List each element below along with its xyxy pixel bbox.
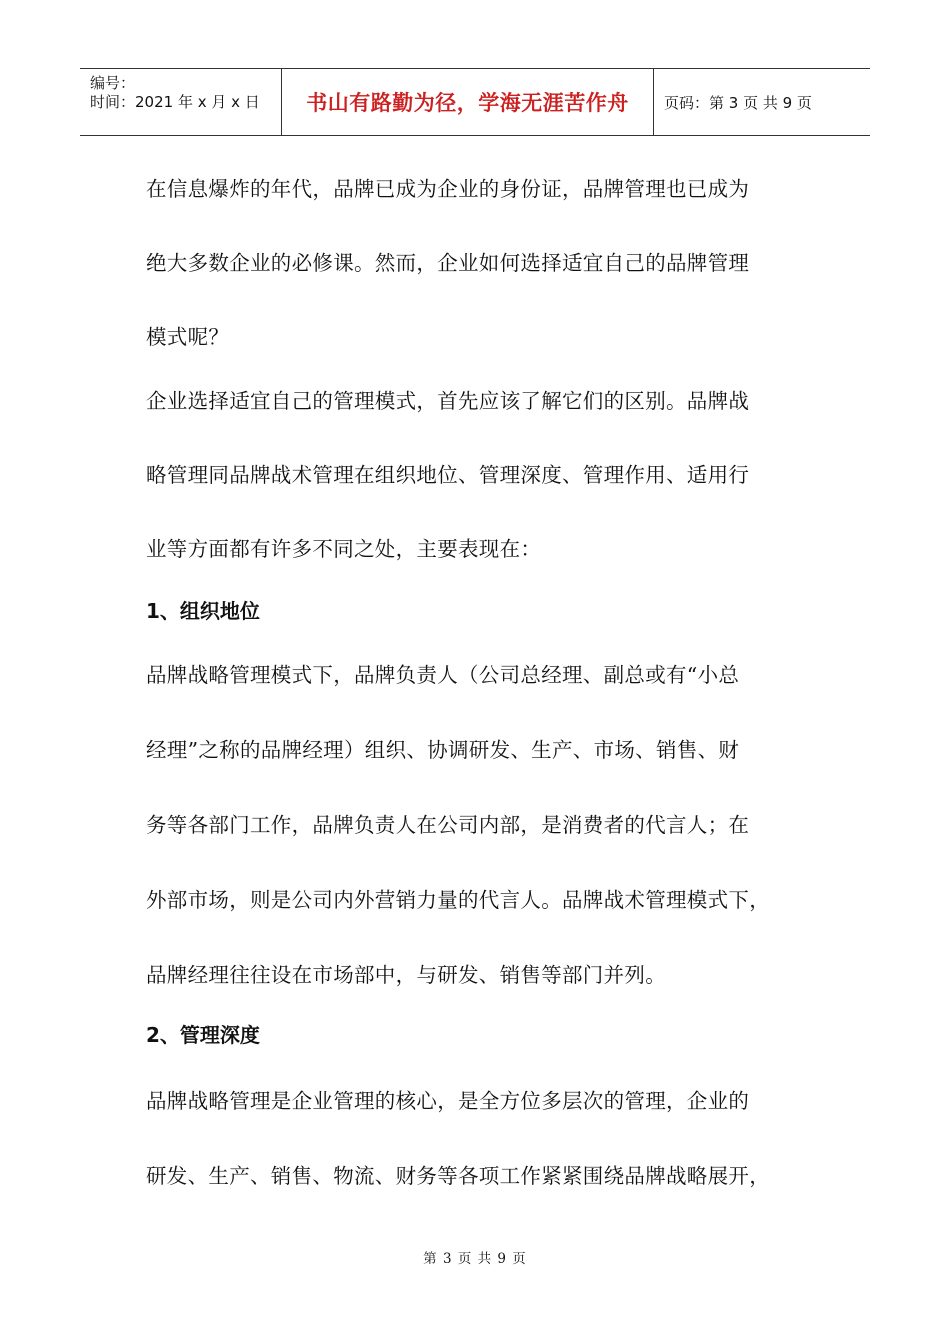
paragraph-line: 经理”之称的品牌经理）组织、协调研发、生产、市场、销售、财 — [146, 738, 740, 762]
header-page-info: 页码：第 3 页 共 9 页 — [664, 93, 812, 112]
paragraph-line: 品牌经理往往设在市场部中，与研发、销售等部门并列。 — [146, 963, 666, 987]
paragraph-line: 外部市场，则是公司内外营销力量的代言人。品牌战术管理模式下， — [146, 888, 770, 912]
motto-text: 书山有路勤为径，学海无涯苦作舟 — [306, 91, 629, 115]
paragraph-line: 企业选择适宜自己的管理模式，首先应该了解它们的区别。品牌战 — [146, 389, 750, 413]
paragraph-line: 业等方面都有许多不同之处，主要表现在： — [146, 537, 542, 561]
paragraph-line: 品牌战略管理模式下，品牌负责人（公司总经理、副总或有“小总 — [146, 663, 740, 687]
paragraph-line: 研发、生产、销售、物流、财务等各项工作紧紧围绕品牌战略展开， — [146, 1164, 770, 1188]
paragraph-line: 模式呢？ — [146, 325, 230, 349]
paragraph-line: 绝大多数企业的必修课。然而，企业如何选择适宜自己的品牌管理 — [146, 251, 750, 275]
paragraph-line: 略管理同品牌战术管理在组织地位、管理深度、管理作用、适用行 — [146, 463, 750, 487]
section-heading: 1、组织地位 — [146, 599, 260, 623]
header-table — [80, 68, 870, 136]
paragraph-line: 务等各部门工作，品牌负责人在公司内部，是消费者的代言人；在 — [146, 813, 750, 837]
section-heading: 2、管理深度 — [146, 1023, 260, 1047]
page-footer: 第 3 页 共 9 页 — [423, 1251, 527, 1267]
header-motto-cell — [282, 69, 654, 135]
paragraph-line: 在信息爆炸的年代，品牌已成为企业的身份证，品牌管理也已成为 — [146, 177, 750, 201]
document-number-label: 编号： — [90, 74, 136, 92]
document-date: 时间：2021 年 x 月 x 日 — [90, 93, 260, 111]
header-page-cell — [654, 69, 870, 135]
paragraph-line: 品牌战略管理是企业管理的核心，是全方位多层次的管理，企业的 — [146, 1089, 750, 1113]
header-meta-cell — [80, 69, 282, 135]
